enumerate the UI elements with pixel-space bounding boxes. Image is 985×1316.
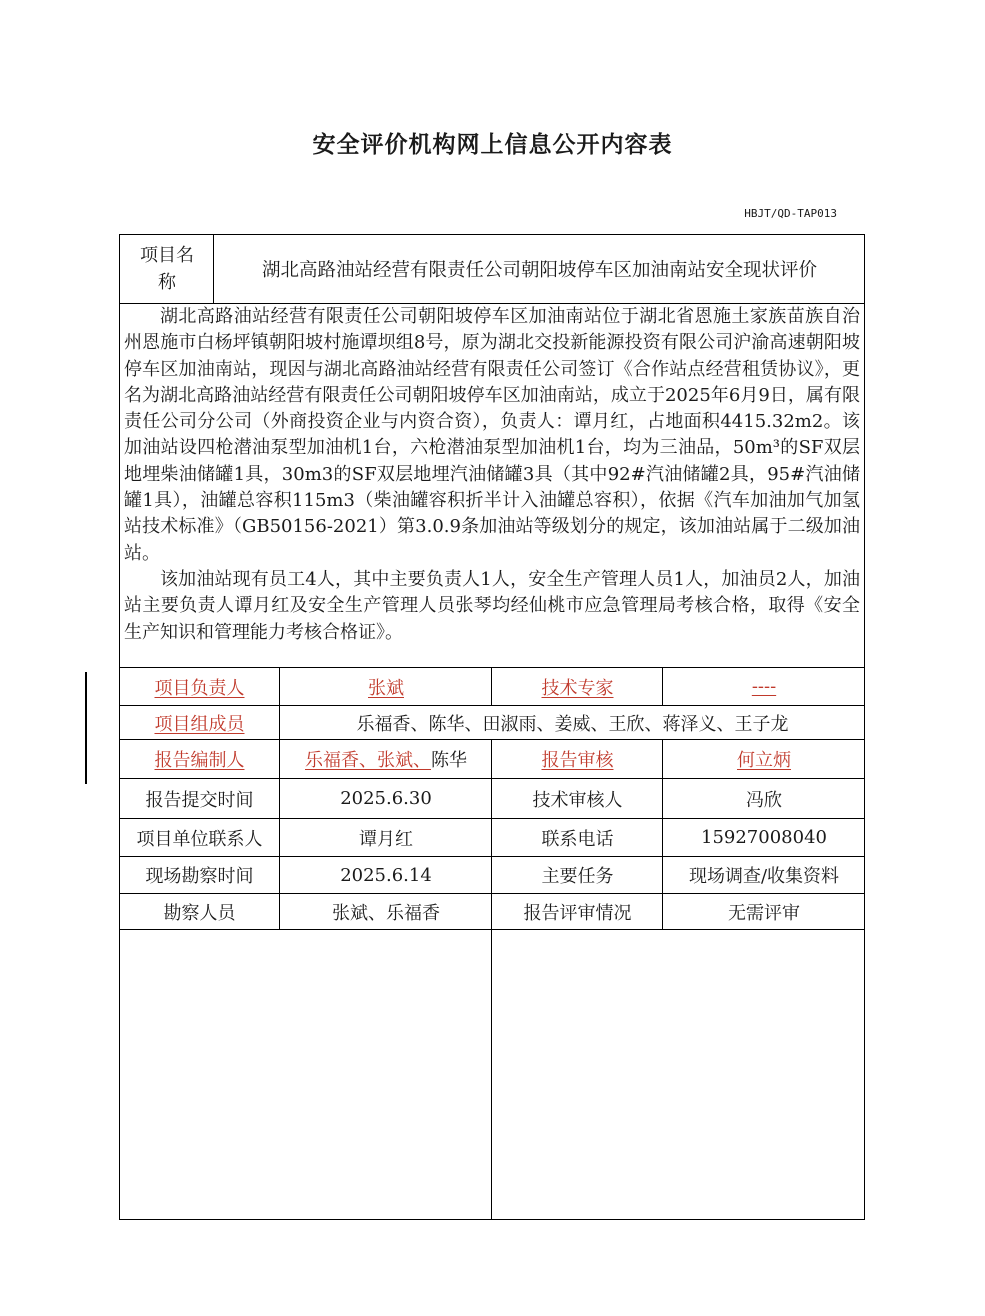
compiler-value: [280, 739, 492, 779]
photo-area-right: [492, 930, 864, 1219]
compiler-label: 报告编制人: [154, 750, 245, 771]
project-description: [120, 304, 864, 646]
submit-time-label: 报告提交时间: [145, 789, 254, 811]
compiler-separator: 、: [359, 750, 377, 771]
review-status-value: 无需评审: [728, 902, 800, 924]
submit-time-value: 2025.6.30: [340, 788, 432, 809]
members-value: 乐福香、陈华、田淑雨、姜威、王欣、蒋泽义、王子龙: [356, 713, 789, 735]
compiler-name: 乐福香: [305, 750, 359, 771]
review-value: 何立炳: [737, 750, 791, 771]
task-label: 主要任务: [541, 866, 614, 887]
description-paragraph-2: 该加油站现有员工4人，其中主要负责人1人，安全生产管理人员1人，加油员2人，加油站主要负责人谭月红及安全生产管理人员张琴均经仙桃市应急管理局考核合格，取得《安全生产知识和管理能力考核合格证》。: [124, 568, 860, 643]
expert-value: ----: [751, 676, 777, 697]
task-value: 现场调查/收集资料: [688, 866, 840, 887]
description-paragraph-1: 湖北高路油站经营有限责任公司朝阳坡停车区加油南站位于湖北省恩施土家族苗族自治州恩施市白杨坪镇朝阳坡村施谭坝组8号，原为湖北交投新能源投资有限公司沪渝高速朝阳坡停车区加油南站，现因与湖北高路油站经营有限责任公司签订《合作站点经营租赁协议》，更名为湖北高路油站经营有限责任公司朝阳坡停车区加油南站，成立于2025年6月9日，属有限责任公司分公司（外商投资企业与内资合资），负责人：谭月红，占地面积4415.32m2。该加油站设四枪潜油泵型加油机1台，六枪潜油泵型加油机1台，均为三油品，50m³的SF双层地埋柴油储罐1具，30m3的SF双层地埋汽油储罐3具（其中92#汽油储罐2具，95#汽油储罐1具），油罐总容积115m3（柴油罐容积折半计入油罐总容积），依据《汽车加油加气加氢站技术标准》（GB50156-2021）第3.0.9条加油站等级划分的规定，该加油站属于二级加油站。: [124, 306, 860, 564]
review-status-label: 报告评审情况: [523, 902, 632, 924]
tech-reviewer-value: 冯欣: [746, 789, 782, 811]
revision-bar: [85, 672, 87, 784]
survey-time-value: 2025.6.14: [340, 864, 432, 886]
compiler-name: 张斌: [377, 750, 413, 771]
compiler-name: 陈华: [431, 750, 467, 771]
tech-reviewer-label: 技术审核人: [532, 789, 623, 811]
expert-label: 技术专家: [541, 677, 614, 699]
surveyors-label: 勘察人员: [163, 902, 236, 924]
photo-area-left: [120, 930, 491, 1219]
phone-value: 15927008040: [701, 827, 827, 848]
leader-value: 张斌: [368, 677, 404, 699]
contact-label: 项目单位联系人: [136, 828, 263, 850]
review-label: 报告审核: [541, 750, 614, 771]
document-code: HBJT/QD-TAP013: [744, 207, 837, 220]
project-name-value: 湖北高路油站经营有限责任公司朝阳坡停车区加油南站安全现状评价: [261, 260, 817, 281]
project-name-label: 项目名称: [140, 245, 194, 293]
phone-label: 联系电话: [541, 828, 614, 850]
compiler-separator: 、: [413, 750, 431, 771]
leader-label: 项目负责人: [154, 677, 245, 699]
contact-value: 谭月红: [359, 828, 413, 850]
survey-time-label: 现场勘察时间: [145, 866, 254, 887]
page-title: 安全评价机构网上信息公开内容表: [312, 132, 673, 158]
members-label: 项目组成员: [154, 713, 245, 735]
surveyors-value: 张斌、乐福香: [332, 902, 440, 924]
